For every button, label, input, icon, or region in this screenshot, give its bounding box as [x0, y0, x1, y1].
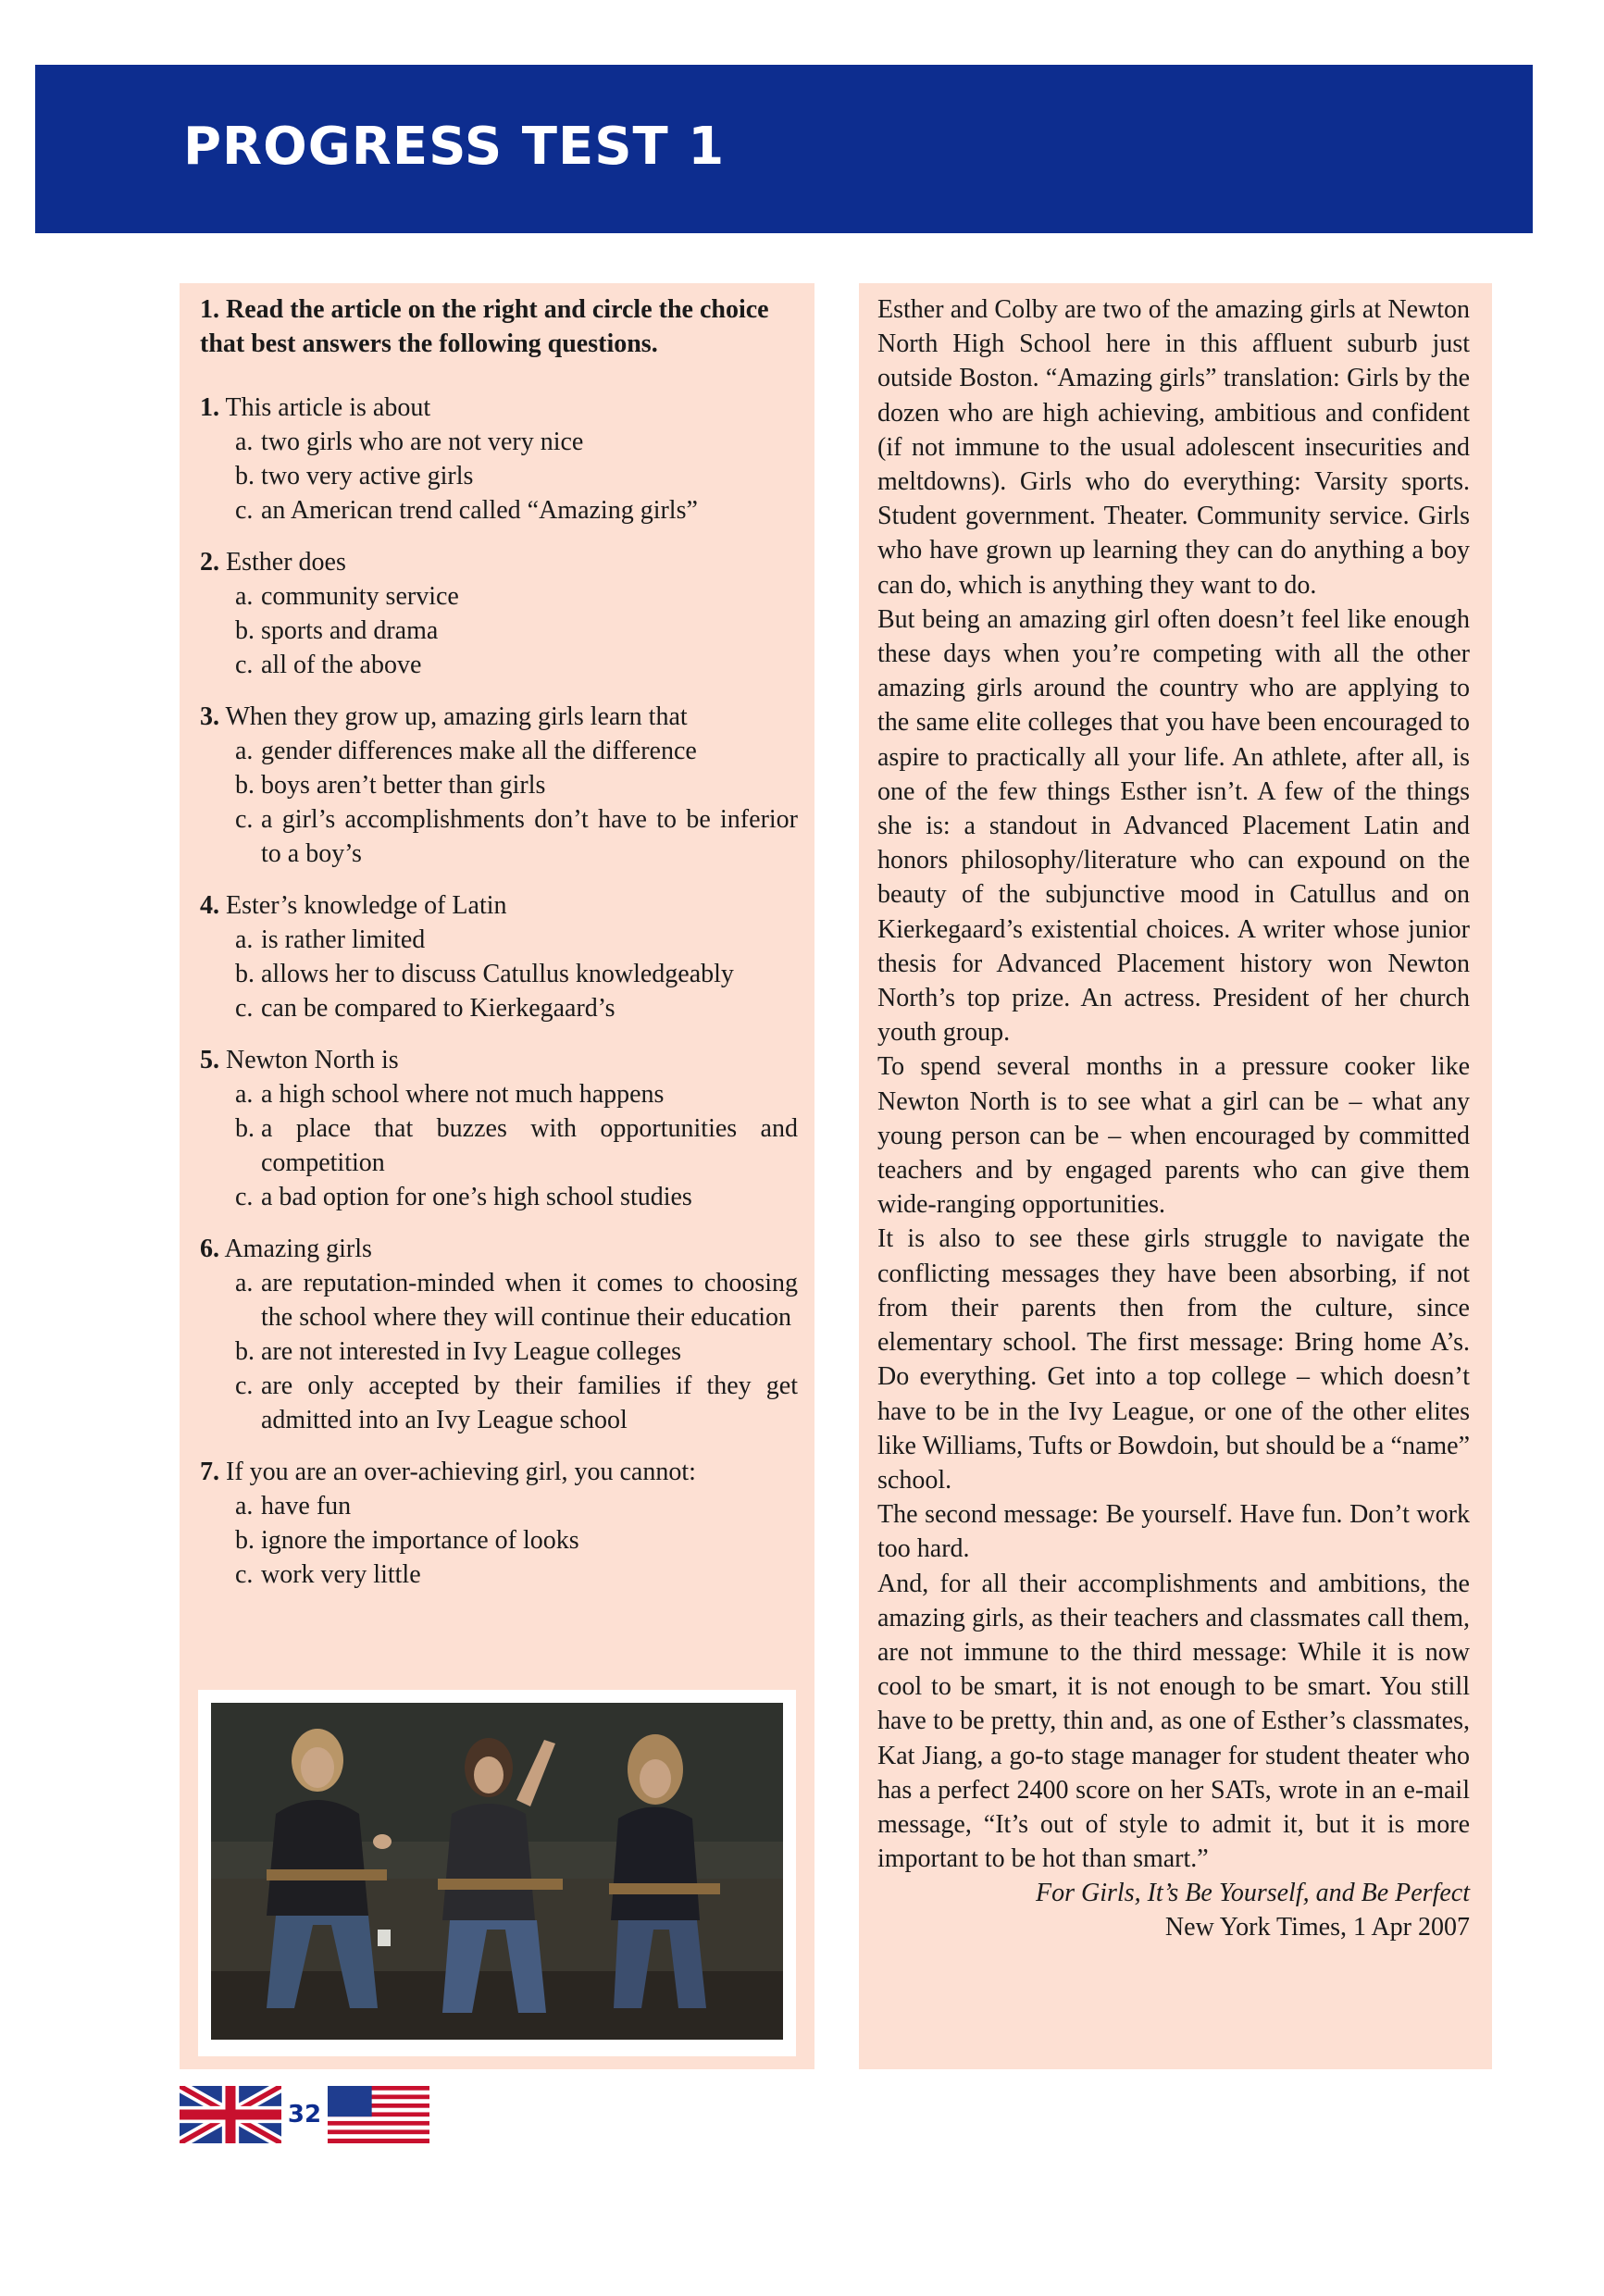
- answer-option[interactable]: [235, 957, 798, 991]
- option-text: a place that buzzes with opportunities and competition: [261, 1114, 798, 1177]
- option-text: is rather limited: [261, 925, 426, 954]
- article-paragraph: To spend several months in a pressure cooker like Newton North is to see what a girl can be – what any young person can be – when encouraged by committed teachers and by engaged parents who can give them wide-ranging opportunities.: [877, 1052, 1470, 1220]
- page-number: 32: [281, 2086, 328, 2143]
- answer-option[interactable]: [235, 1369, 798, 1437]
- header-banner: [35, 65, 1533, 233]
- option-letter: a.: [235, 1269, 254, 1297]
- option-text: sports and drama: [261, 616, 439, 645]
- option-letter: b.: [235, 1114, 255, 1143]
- option-text: two very active girls: [261, 462, 474, 490]
- question-number: 5.: [200, 1046, 219, 1074]
- article-panel: [859, 283, 1492, 2069]
- question-number: 7.: [200, 1458, 219, 1486]
- questions-panel: [180, 283, 814, 2069]
- question-text: Amazing girls: [219, 1235, 372, 1263]
- question-text: Ester’s knowledge of Latin: [219, 891, 507, 920]
- answer-option[interactable]: [235, 1077, 798, 1111]
- question-5: [200, 1043, 798, 1214]
- option-text: a high school where not much happens: [261, 1080, 665, 1109]
- students-photo: [211, 1703, 783, 2040]
- article-paragraph: And, for all their accomplishments and ambitions, the amazing girls, as their teachers and classmates call them, are not immune to the third message: While it is now cool to be smart, it is not enough to be smart. You still have to be pretty, thin and, as one of Esther’s classmates, Kat Jiang, a go-to stage manager for student theater who has a perfect 2400 score on her SATs, wrote in an e-mail message, “It’s out of style to admit it, but it is more important to be hot than smart.”: [877, 1569, 1470, 1874]
- option-letter: a.: [235, 1080, 254, 1109]
- option-text: boys aren’t better than girls: [261, 771, 546, 800]
- option-letter: c.: [235, 1183, 254, 1211]
- question-stem: [200, 1232, 798, 1266]
- option-letter: b.: [235, 1337, 255, 1366]
- option-letter: a.: [235, 1492, 254, 1520]
- option-text: allows her to discuss Catullus knowledgeably: [261, 960, 734, 988]
- option-text: a girl’s accomplishments don’t have to be inferior to a boy’s: [261, 805, 798, 868]
- answer-option[interactable]: [235, 802, 798, 871]
- option-text: an American trend called “Amazing girls”: [261, 496, 698, 525]
- option-letter: b.: [235, 616, 255, 645]
- answer-option[interactable]: [235, 459, 798, 493]
- article-source-publication: New York Times, 1 Apr 2007: [1164, 1913, 1470, 1942]
- option-letter: b.: [235, 1526, 255, 1555]
- question-text: Newton North is: [219, 1046, 399, 1074]
- option-letter: c.: [235, 805, 254, 834]
- exercise-instruction: 1. Read the article on the right and circle the choice that best answers the following questions.: [200, 295, 769, 358]
- question-4: [200, 888, 798, 1025]
- option-letter: c.: [235, 496, 254, 525]
- option-text: gender differences make all the difference: [261, 737, 697, 765]
- us-flag-icon: [328, 2086, 429, 2143]
- option-letter: b.: [235, 462, 255, 490]
- answer-option[interactable]: [235, 734, 798, 768]
- answer-option[interactable]: [235, 614, 798, 648]
- article-paragraph: Esther and Colby are two of the amazing girls at Newton North High School here in this affluent suburb just outside Boston. “Amazing girls” translation: Girls by the dozen who are high achieving, ambitious and confident (if not immune to the usual adolescent insecurities and meltdowns). Girls who do everything: Varsity sports. Student government. Theater. Community service. Girls who have grown up learning they can do anything a boy can do, which is anything they want to do.: [877, 295, 1470, 600]
- option-letter: a.: [235, 582, 254, 611]
- option-letter: a.: [235, 925, 254, 954]
- article-body: [877, 292, 1470, 1876]
- question-stem: [200, 391, 798, 425]
- option-text: can be compared to Kierkegaard’s: [261, 994, 615, 1023]
- question-text: This article is about: [219, 393, 431, 422]
- option-letter: c.: [235, 651, 254, 679]
- question-1: [200, 391, 798, 527]
- option-text: two girls who are not very nice: [261, 428, 584, 456]
- article-paragraph: It is also to see these girls struggle to navigate the conflicting messages they have been absorbing, if not from their parents then from the culture, since elementary school. The first message: Bring home A’s. Do everything. Get into a top college – which doesn’t have to be in the Ivy League, or one of the other elites like Williams, Tufts or Bowdoin, but should be a “name” school.: [877, 1224, 1470, 1495]
- question-stem: [200, 700, 798, 734]
- article-paragraph: The second message: Be yourself. Have fun. Don’t work too hard.: [877, 1500, 1470, 1564]
- option-letter: a.: [235, 737, 254, 765]
- answer-option[interactable]: [235, 991, 798, 1025]
- question-number: 1.: [200, 393, 219, 422]
- question-2: [200, 545, 798, 682]
- question-stem: [200, 888, 798, 923]
- question-text: Esther does: [219, 548, 346, 577]
- question-3: [200, 700, 798, 871]
- answer-option[interactable]: [235, 1523, 798, 1558]
- option-text: are only accepted by their families if they get admitted into an Ivy League school: [261, 1371, 798, 1434]
- page-title: PROGRESS TEST 1: [183, 117, 726, 177]
- option-text: have fun: [261, 1492, 352, 1520]
- option-letter: b.: [235, 960, 255, 988]
- option-text: are not interested in Ivy League colleges: [261, 1337, 682, 1366]
- option-text: ignore the importance of looks: [261, 1526, 579, 1555]
- question-stem: [200, 1455, 798, 1489]
- answer-option[interactable]: [235, 1334, 798, 1369]
- option-letter: c.: [235, 994, 254, 1023]
- option-letter: c.: [235, 1560, 254, 1589]
- answer-option[interactable]: [235, 1180, 798, 1214]
- question-6: [200, 1232, 798, 1437]
- question-list: [200, 391, 798, 1592]
- question-stem: [200, 1043, 798, 1077]
- option-text: work very little: [261, 1560, 421, 1589]
- question-number: 2.: [200, 548, 219, 577]
- students-illustration: [211, 1703, 783, 2040]
- page-footer: [180, 2086, 429, 2143]
- photo-frame: [198, 1690, 796, 2056]
- article-paragraph: But being an amazing girl often doesn’t feel like enough these days when you’re competing with all the other amazing girls around the country who are applying to the same elite colleges that you have been encouraged to aspire to practically all your life. An athlete, after all, is one of the few things Esther isn’t. A few of the things she is: a standout in Advanced Placement Latin and honors philosophy/literature who can expound on the beauty of the subjunctive mood in Catullus and on Kierkegaard’s existential choices. A writer whose junior thesis for Advanced Placement history won Newton North’s top prize. An actress. President of her church youth group.: [877, 604, 1470, 1048]
- answer-option[interactable]: [235, 425, 798, 459]
- option-text: are reputation-minded when it comes to choosing the school where they will continue their education: [261, 1269, 798, 1332]
- article-source-title: For Girls, It’s Be Yourself, and Be Perfect: [1036, 1879, 1470, 1908]
- question-number: 6.: [200, 1235, 219, 1263]
- answer-option[interactable]: [235, 579, 798, 614]
- option-letter: c.: [235, 1371, 254, 1400]
- answer-option[interactable]: [235, 768, 798, 802]
- answer-option[interactable]: [235, 1111, 798, 1180]
- answer-option[interactable]: [235, 648, 798, 682]
- answer-option[interactable]: [235, 923, 798, 957]
- uk-flag-icon: [180, 2086, 281, 2143]
- question-number: 4.: [200, 891, 219, 920]
- answer-option[interactable]: [235, 1266, 798, 1334]
- option-letter: a.: [235, 428, 254, 456]
- question-text: If you are an over-achieving girl, you cannot:: [219, 1458, 696, 1486]
- question-7: [200, 1455, 798, 1592]
- option-text: community service: [261, 582, 459, 611]
- option-text: a bad option for one’s high school studies: [261, 1183, 692, 1211]
- question-stem: [200, 545, 798, 579]
- answer-option[interactable]: [235, 1489, 798, 1523]
- answer-option[interactable]: [235, 493, 798, 527]
- question-number: 3.: [200, 702, 219, 731]
- question-text: When they grow up, amazing girls learn that: [219, 702, 688, 731]
- option-text: all of the above: [261, 651, 422, 679]
- answer-option[interactable]: [235, 1558, 798, 1592]
- option-letter: b.: [235, 771, 255, 800]
